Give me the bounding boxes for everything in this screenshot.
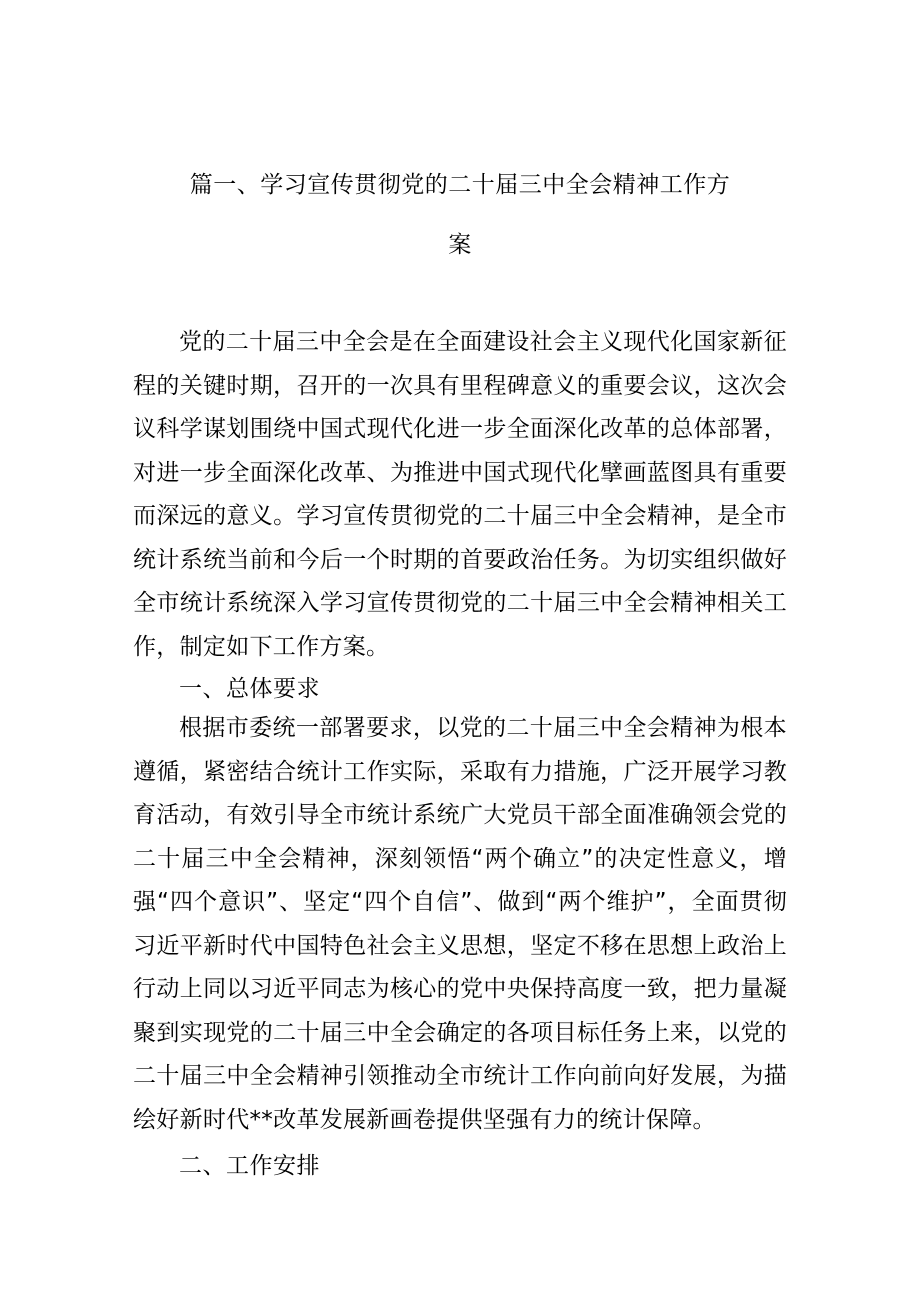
intro-paragraph: 党的二十届三中全会是在全面建设社会主义现代化国家新征程的关键时期，召开的一次具有里程碑意义的重要会议，这次会议科学谋划围绕中国式现代化进一步全面深化改革的总体部署，对进一步全面深化改革、为推进中国式现代化擘画蓝图具有重要而深远的意义。学习宣传贯彻党的二十届三中全会精神，是全市统计系统当前和今后一个时期的首要政治任务。为切实组织做好全市统计系统深入学习宣传贯彻党的二十届三中全会精神相关工作，制定如下工作方案。 [133, 329, 787, 660]
document-title-line-2: 案 [448, 232, 472, 258]
section-heading-work-arrangement: 二、工作安排 [179, 1153, 320, 1179]
section-heading-overall-requirements: 一、总体要求 [179, 676, 320, 702]
section-paragraph-overall-requirements: 根据市委统一部署要求，以党的二十届三中全会精神为根本遵循，紧密结合统计工作实际，采取有力措施，广泛开展学习教育活动，有效引导全市统计系统广大党员干部全面准确领会党的二十届三中全会精神，深刻领悟“两个确立”的决定性意义，增强“四个意识”、坚定“四个自信”、做到“两个维护”，全面贯彻习近平新时代中国特色社会主义思想，坚定不移在思想上政治上行动上同以习近平同志为核心的党中央保持高度一致，把力量凝聚到实现党的二十届三中全会确定的各项目标任务上来，以党的二十届三中全会精神引领推动全市统计工作向前向好发展，为描绘好新时代**改革发展新画卷提供坚强有力的统计保障。 [133, 715, 787, 1133]
document-title-line-1: 篇一、学习宣传贯彻党的二十届三中全会精神工作方 [189, 172, 731, 198]
